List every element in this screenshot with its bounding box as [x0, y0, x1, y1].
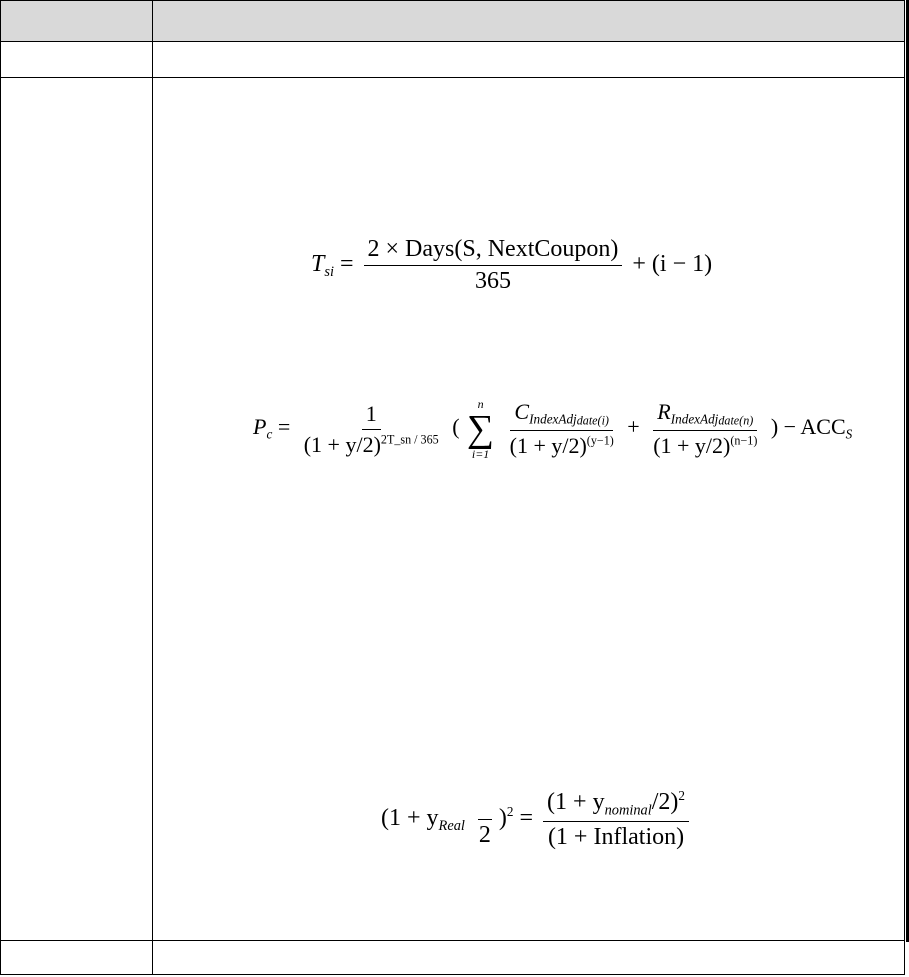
table-header-row: [1, 1, 905, 42]
fisher-rhs-fraction: [543, 788, 689, 851]
fisher-lhs-sub: Real: [438, 818, 465, 835]
fisher-formula: ($1 + y_{Real}$ 2 )$^2$ = $\frac{(1 + y_{nominal}/2)^2}{\text{(1 + Inflation)}}$: [381, 788, 693, 851]
tsi-formula: [311, 236, 712, 295]
pc-coupon-den-exp: (y−1): [586, 433, 614, 448]
tsi-lhs-sub: si: [324, 264, 334, 281]
pc-redemption-sub: IndexAdj: [670, 411, 719, 427]
pc-redemption-den: [649, 431, 761, 459]
table-row: [1, 42, 905, 78]
table-cell: [1, 941, 153, 975]
pc-lhs-var: P: [253, 414, 267, 440]
tsi-lhs-var: T: [311, 251, 325, 278]
fisher-rhs-num-over: 2: [658, 789, 671, 816]
fisher-lhs-exp: 2: [506, 803, 514, 819]
header-cell-left: [1, 1, 153, 42]
pc-redemption-fraction: [649, 399, 761, 459]
pc-redemption-var: R: [657, 398, 671, 424]
pc-lead-den-exp: 2T_sn / 365: [380, 432, 439, 447]
tsi-numerator: 2 × Days(S, NextCoupon): [364, 236, 623, 266]
pc-lead-den-base: (1 + y/2): [303, 431, 381, 457]
table-row-formulas: [1, 78, 905, 941]
pc-redemption-den-base: (1 + y/2): [653, 433, 731, 459]
table-cell: [153, 42, 905, 78]
pc-formula: $P_c$ = $\frac{1}{(1 + y/2)^{2T\_sn / 365}}$ ( n ∑ i=1 $\frac{C_{IndexAdjdate(i)}}{(1 + y/2)^{(y-1)}}$ + $\frac{R_{IndexAdjdate(n)}}{(1 + y/2)^{(n-1)}}$ ) − $ACC_S$: [253, 397, 853, 461]
tsi-equals: =: [339, 251, 354, 278]
pc-lead-fraction: [300, 401, 443, 458]
pc-lead-den: [300, 430, 443, 458]
table-cell: [1, 42, 153, 78]
table-cell: [153, 941, 905, 975]
fisher-rhs-num-exp: 2: [678, 788, 686, 803]
tsi-denominator: 365: [474, 268, 511, 294]
fisher-lhs: (1 + y: [381, 805, 439, 832]
table-row: [1, 941, 905, 975]
pc-coupon-sub2: date(i): [576, 413, 609, 428]
pc-lhs-sub: c: [266, 426, 273, 442]
fisher-rhs-num-sub: nominal: [604, 802, 652, 819]
pc-coupon-den: [506, 431, 618, 459]
fisher-equals: =: [519, 805, 534, 832]
pc-equals: =: [277, 414, 291, 440]
fisher-lhs-over: [475, 790, 495, 849]
header-cell-right: [153, 1, 905, 42]
pc-tail: ) − ACC: [770, 414, 846, 440]
fisher-lhs-over-den: 2: [478, 822, 491, 849]
fisher-rhs-num: $(1 + y_{nominal}/2)^2$: [543, 788, 689, 822]
pc-coupon-den-base: (1 + y/2): [509, 433, 587, 459]
summation-symbol: [467, 398, 494, 460]
pc-coupon-sub: IndexAdj: [529, 411, 577, 427]
formula-cell: [153, 78, 905, 941]
pc-redemption-num: [653, 399, 757, 431]
pc-tail-sub: S: [845, 426, 853, 442]
pc-redemption-den-exp: (n−1): [730, 433, 758, 448]
pc-redemption-sub2: date(n): [718, 413, 754, 428]
pc-coupon-var: C: [514, 398, 530, 424]
sigma-lower: i=1: [471, 447, 490, 461]
fisher-rhs-num-text: (1 + y: [547, 789, 605, 816]
sigma-glyph: ∑: [467, 408, 495, 450]
pc-coupon-fraction: [506, 399, 618, 459]
table-cell-label: [1, 78, 153, 941]
fisher-rhs-den: (1 + Inflation): [547, 824, 685, 851]
pc-lead-num: 1: [362, 401, 381, 430]
tsi-fraction: [364, 236, 623, 295]
pc-coupon-num: [510, 399, 613, 431]
fisher-lhs-over-num: [478, 790, 492, 820]
sigma-upper: n: [477, 397, 484, 411]
tsi-tail: + (i − 1): [632, 251, 713, 278]
